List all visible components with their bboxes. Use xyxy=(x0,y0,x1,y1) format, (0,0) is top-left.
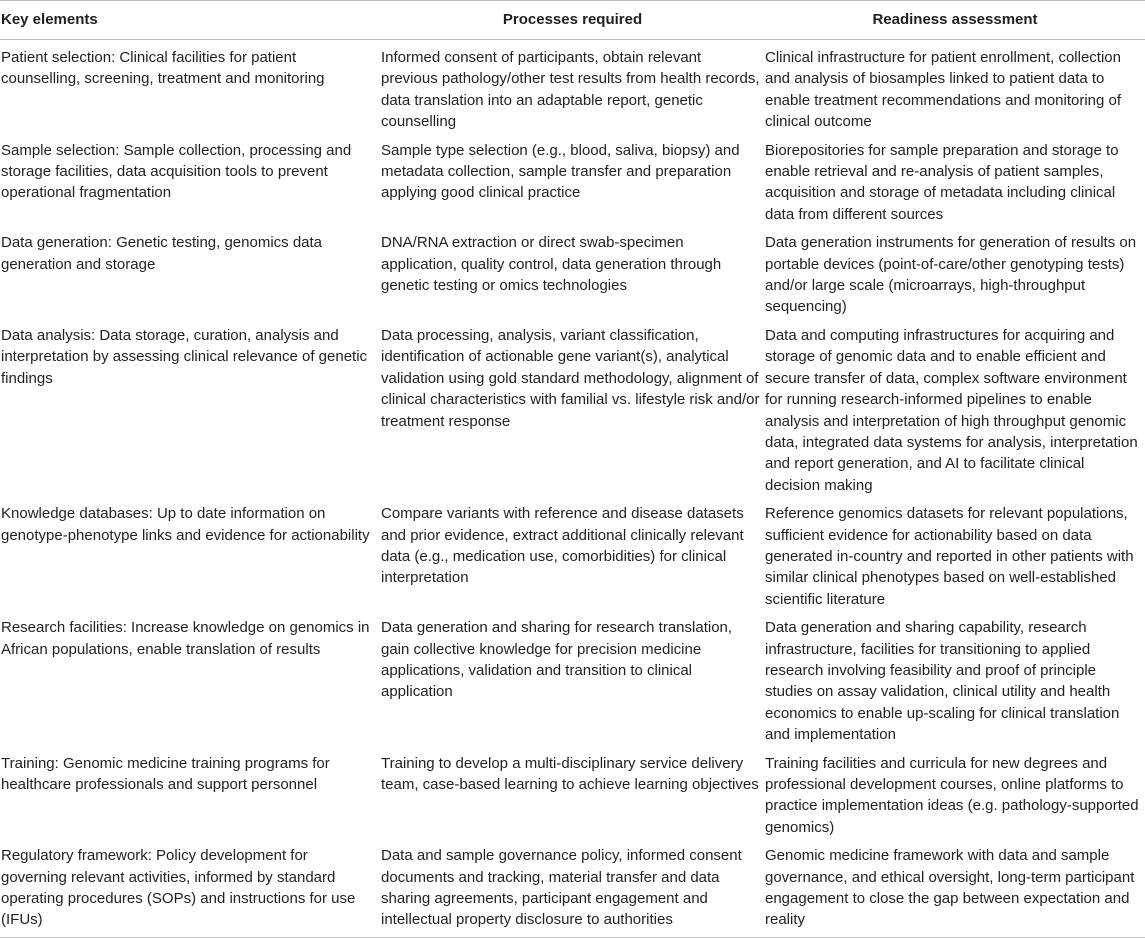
table-body xyxy=(0,40,1145,938)
table-row xyxy=(0,133,1145,226)
readiness-cell: Data and computing infrastructures for acquiring and storage of genomic data and to enable efficient and secure transfer of data, complex software environment for running research-informed pipelines to enable analysis and interpretation of high throughput genomic data, integrated data systems for analysis, interpretation and report generation, and AI to facilitate clinical decision making xyxy=(765,326,1138,494)
processes-cell: DNA/RNA extraction or direct swab-specimen application, quality control, data generation through genetic testing or omics technologies xyxy=(381,234,722,295)
table-row xyxy=(0,496,1145,610)
header-readiness-assessment: Readiness assessment xyxy=(764,1,1145,40)
processes-cell: Data and sample governance policy, informed consent documents and tracking, material transfer and data sharing agreements, participant engagement and intellectual property disclosure to authorities xyxy=(380,838,764,937)
header-processes-required: Processes required xyxy=(380,1,764,40)
key-element-cell: Knowledge databases: Up to date information on genotype-phenotype links and evidence for actionability xyxy=(1,505,370,544)
table-row xyxy=(0,40,1145,133)
readiness-cell: Data generation instruments for generation of results on portable devices (point-of-care/other genotyping tests) and/or large scale (microarrays, high-throughput sequencing) xyxy=(765,234,1137,316)
readiness-cell: Training facilities and curricula for new degrees and professional development courses, online platforms to practice implementation ideas (e.g. pathology-supported genomics) xyxy=(765,754,1139,836)
table-row xyxy=(0,225,1145,318)
header-key-elements: Key elements xyxy=(0,1,380,40)
processes-cell: Data generation and sharing for research translation, gain collective knowledge for precision medicine applications, validation and transition to clinical application xyxy=(381,619,733,701)
processes-cell: Training to develop a multi-disciplinary service delivery team, case-based learning to achieve learning objectives xyxy=(381,754,759,793)
readiness-cell: Reference genomics datasets for relevant populations, sufficient evidence for actionability based on data generated in-country and reported in other patients with similar clinical phenotypes based on well-established scientific literature xyxy=(765,505,1134,608)
key-element-cell: Data analysis: Data storage, curation, analysis and interpretation by assessing clinical relevance of genetic findings xyxy=(1,326,368,387)
processes-cell: Compare variants with reference and disease datasets and prior evidence, extract additional clinically relevant data (e.g., medication use, comorbidities) for clinical interpretation xyxy=(381,505,744,587)
key-element-cell: Sample selection: Sample collection, processing and storage facilities, data acquisition tools to prevent operational fragmentation xyxy=(1,141,352,202)
readiness-cell: Biorepositories for sample preparation and storage to enable retrieval and re-analysis of patient samples, acquisition and storage of metadata including clinical data from different sources xyxy=(765,141,1119,223)
key-element-cell: Patient selection: Clinical facilities for patient counselling, screening, treatment and monitoring xyxy=(1,49,325,88)
processes-cell: Sample type selection (e.g., blood, saliva, biopsy) and metadata collection, sample transfer and preparation applying good clinical practice xyxy=(381,141,740,202)
readiness-cell: Data generation and sharing capability, research infrastructure, facilities for transitioning to applied research involving feasibility and proof of principle studies on assay validation, clinical utility and health economics to enable up-scaling for clinical translation and implementation xyxy=(765,619,1120,744)
table-header xyxy=(0,1,1145,40)
key-element-cell: Training: Genomic medicine training programs for healthcare professionals and support personnel xyxy=(1,754,330,793)
processes-cell: Informed consent of participants, obtain relevant previous pathology/other test results from health records, data translation into an adaptable report, genetic counselling xyxy=(381,49,760,131)
key-element-cell: Data generation: Genetic testing, genomics data generation and storage xyxy=(1,234,323,273)
key-element-cell: Research facilities: Increase knowledge on genomics in African populations, enable translation of results xyxy=(1,619,370,658)
key-element-cell: Regulatory framework: Policy development for governing relevant activities, informed by standard operating procedures (SOPs) and instructions for use (IFUs) xyxy=(0,838,380,937)
readiness-cell: Clinical infrastructure for patient enrollment, collection and analysis of biosamples linked to patient data to enable treatment recommendations and monitoring of clinical outcome xyxy=(765,49,1122,131)
readiness-cell: Genomic medicine framework with data and sample governance, and ethical oversight, long-term participant engagement to close the gap between expectation and reality xyxy=(764,838,1145,937)
table-row xyxy=(0,610,1145,745)
table-row xyxy=(0,746,1145,839)
table-row xyxy=(0,318,1145,496)
header-row xyxy=(0,1,1145,40)
table-row xyxy=(0,838,1145,937)
processes-cell: Data processing, analysis, variant classification, identification of actionable gene variant(s), analytical validation using gold standard methodology, alignment of clinical characteristics with familial vs. lifestyle risk and/or treatment response xyxy=(381,326,760,430)
